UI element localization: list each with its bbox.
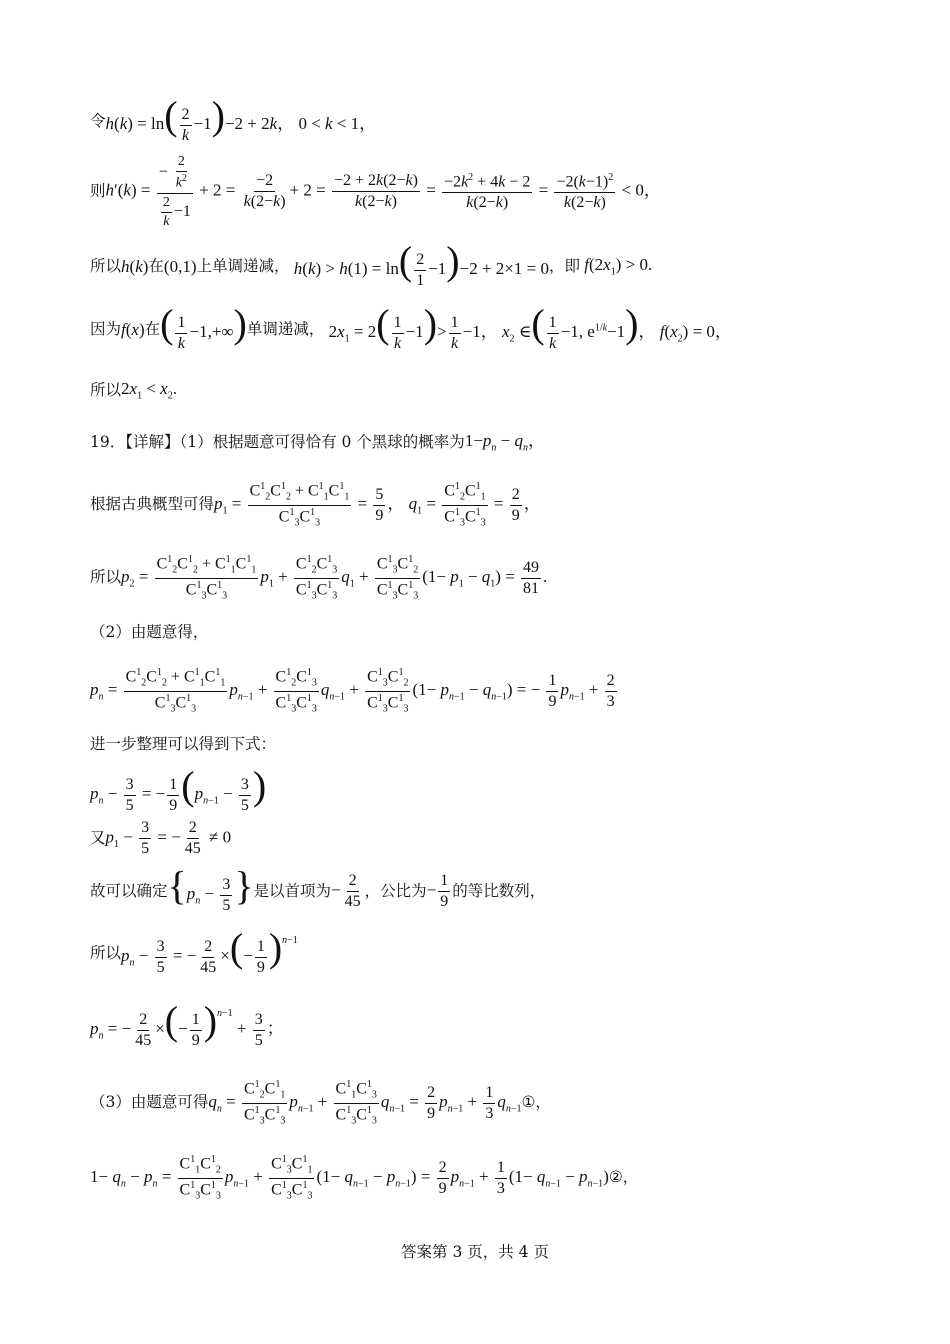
formula: $p_1$ = $\frac{C^1_2C^1_2 + C^1_1C^1_1}{C^1_3C^1_3}$ = $\frac{5}{9}$ ， $q_1$ = $\frac{C^1_2C^1_1}{C^1_3C^1_3}$ = $\frac{2}{9}$ ， — [214, 481, 541, 529]
text: 所以 — [90, 944, 122, 963]
line-geometric — [90, 863, 910, 914]
formula: $2x_1 = 2$( $\frac{1}{k}$ −1)> $\frac{1}{k}$ −1， $x_2$ ∈( $\frac{1}{k}$ −1, $e^{1/k}-1$)， $f(x_2) = 0$， — [324, 301, 732, 352]
text: ，即 — [548, 257, 580, 276]
text: 则 — [90, 182, 106, 201]
line-pn-recurrence — [90, 668, 910, 714]
line-hprime — [90, 155, 910, 229]
text: 所以 — [90, 380, 122, 399]
formula: (0,1) — [163, 257, 197, 277]
text: 令 — [90, 112, 106, 131]
line-part3-qn — [90, 1080, 910, 1126]
text: 又 — [90, 828, 106, 847]
formula: f(x) — [121, 320, 145, 340]
line-part3-complement — [90, 1155, 910, 1201]
formula: $p_n$ = $\frac{C^1_2C^1_2 + C^1_1C^1_1}{C^1_3C^1_3}$ $p_{n-1}$ + $\frac{C^1_2C^1_3}{C^1_3C^1_3}$ $q_{n-1}$ + $\frac{C^1_3C^1_2}{C^1_3C^1_3}$ $(1- p_{n-1} - q_{n-1})$ = − $\frac{1}{9}$ $p_{n-1}$ + $\frac{2}{3}$ — [90, 667, 615, 715]
formula: h(k) = ln( $\frac{2}{k}$ −1)−2 + 2k， 0 < k < 1， — [105, 93, 377, 144]
formula: − $\frac{2}{45}$ — [331, 872, 361, 911]
text: 的等比数列， — [452, 882, 546, 901]
formula: ( $\frac{1}{k}$ −1,+∞) — [160, 301, 247, 352]
text: 所以 — [90, 568, 122, 587]
text: 因为 — [90, 320, 122, 339]
text: 进一步整理可以得到下式： — [90, 735, 277, 753]
q19-heading — [90, 432, 910, 453]
formula: $p_n$ = − $\frac{2}{45}$ ×(− $\frac{1}{9}$ )$^{n-1}$ + $\frac{3}{5}$ ； — [90, 998, 284, 1049]
line-pn-final — [90, 998, 910, 1049]
line-decreasing — [90, 238, 910, 289]
text: 所以 — [90, 257, 122, 276]
line-p1-check — [90, 820, 910, 857]
formula: $1- q_n - p_n$ = $\frac{C^1_1C^1_2}{C^1_3C^1_3}$ $p_{n-1}$ + $\frac{C^1_3C^1_1}{C^1_3C^1_3}$ $(1- q_{n-1} - p_{n-1})$ = $\frac{2}{9}$ $p_{n-1}$ + $\frac{1}{3}$ $(1- q_{n-1} - p_{n-1})$ — [90, 1154, 609, 1202]
text: 单调递减， — [246, 320, 325, 339]
text: 在 — [144, 320, 161, 339]
formula: $2x_1 < x_2$. — [121, 379, 177, 402]
formula: $p_2$ = $\frac{C^1_2C^1_2 + C^1_1C^1_1}{C^1_3C^1_3}$ $p_1$ + $\frac{C^1_2C^1_3}{C^1_3C^1_3}$ $q_1$ + $\frac{C^1_3C^1_2}{C^1_3C^1_3}$ $(1- p_1 - q_1)$ = $\frac{49}{81}$ . — [121, 554, 548, 602]
text: 故可以确定 — [90, 882, 168, 901]
text: ，公比为 — [364, 882, 427, 901]
text: 在 — [148, 257, 164, 276]
text: ①， — [521, 1093, 551, 1112]
formula: $p_n$ − $\frac{3}{5}$ = − $\frac{1}{9}$ ($p_{n-1}$ − $\frac{3}{5}$ ) — [90, 763, 267, 814]
text: 根据古典概型可得 — [90, 495, 215, 514]
line-classic — [90, 482, 910, 528]
text: 是以首项为 — [253, 882, 332, 901]
formula: $q_n$ = $\frac{C^1_2C^1_1}{C^1_3C^1_3}$ $p_{n-1}$ + $\frac{C^1_1C^1_3}{C^1_3C^1_3}$ $q_{n-1}$ = $\frac{2}{9}$ $p_{n-1}$ + $\frac{1}{3}$ $q_{n-1}$ — [208, 1079, 522, 1127]
text: 上单调递减， — [196, 257, 290, 276]
page-footer: 答案第 3 页，共 4 页 — [401, 1243, 549, 1261]
further-text — [90, 737, 910, 753]
formula: − $\frac{1}{9}$ — [426, 872, 449, 911]
line-because — [90, 301, 910, 352]
formula: h(k) — [121, 257, 149, 277]
line-conclusion-x — [90, 380, 910, 401]
formula: h(k) > h(1) = ln( $\frac{2}{1}$ −1)−2 + 2×1 = 0 — [293, 238, 549, 289]
text: （3）由题意可得 — [90, 1093, 209, 1112]
text: ②， — [608, 1168, 639, 1187]
formula: $p_n$ − $\frac{3}{5}$ = − $\frac{2}{45}$ ×(− $\frac{1}{9}$ )$^{n-1}$ — [121, 925, 298, 976]
text: 19．【详解】（1）根据题意可得恰有 0 个黑球的概率为 — [90, 432, 465, 451]
formula: $1-p_n - q_n$， — [464, 431, 545, 454]
line-p2 — [90, 555, 910, 601]
formula: $p_1$ − $\frac{3}{5}$ = − $\frac{2}{45}$ ≠ 0 — [105, 819, 232, 857]
formula: h′(k) = − $\frac{2}{k^2}$ $\frac{2}{k}$ −1 + 2 = $\frac{-2}{k(2-k)}$ + 2 = $\frac{-2 + 2k(2-k)}{k(2-k)}$ = $\frac{-2k^2 + 4k - 2}{k(2-k)}$ = $\frac{-2(k-1)^2}{k(2-k)}$ < 0， — [105, 154, 661, 229]
formula: $f(2x_1) > 0$. — [584, 255, 653, 278]
formula: {$p_n$ − $\frac{3}{5}$ } — [167, 863, 254, 914]
text: （2）由题意得， — [90, 623, 209, 641]
line-hk-def — [90, 93, 910, 144]
part2-heading — [90, 625, 910, 641]
line-pn-general — [90, 925, 910, 976]
line-pn-shift — [90, 763, 910, 814]
